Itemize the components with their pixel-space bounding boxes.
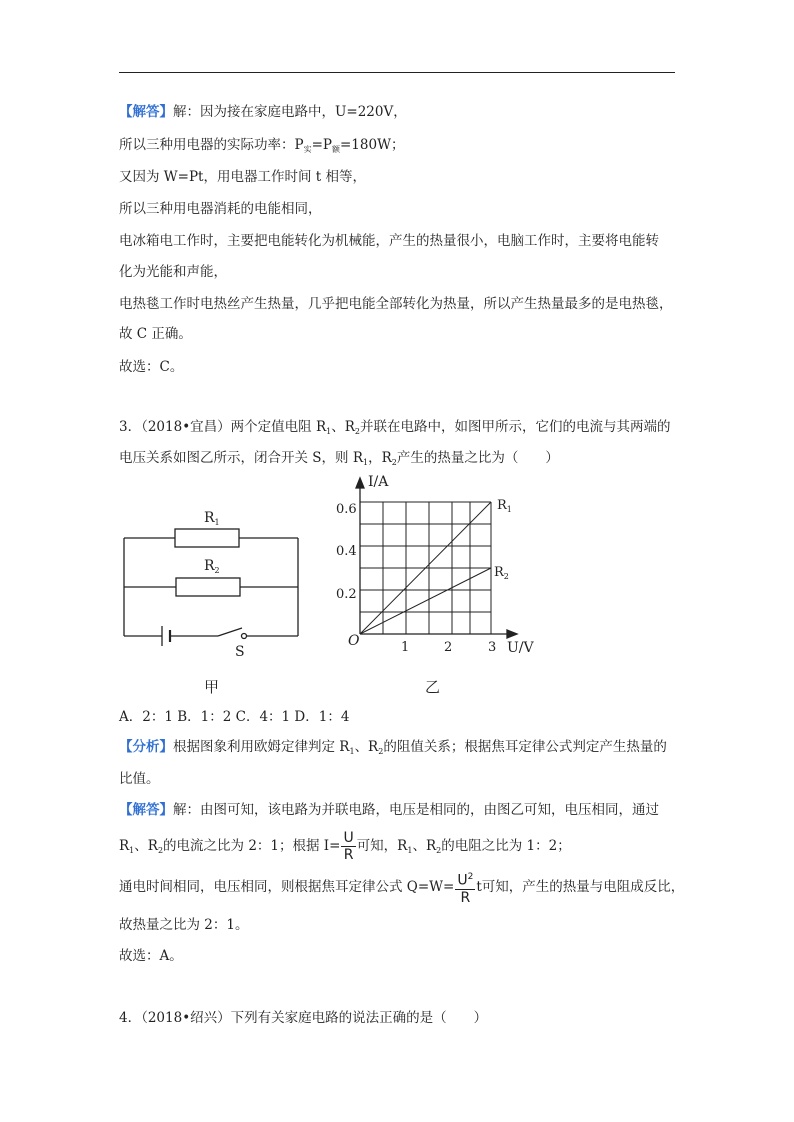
q3-answer-line4: 故热量之比为 2：1。 (119, 917, 249, 933)
graph-ytick-02: 0.2 (336, 587, 357, 602)
graph-caption: 乙 (425, 678, 441, 696)
q2-answer-line6: 化为光能和声能， (119, 264, 227, 280)
switch-contact (242, 634, 247, 639)
analysis-tag: 【分析】 (119, 739, 173, 755)
circuit-label-r1: $R_1$ (204, 510, 220, 527)
resistor-r1 (175, 529, 239, 547)
circuit-caption: 甲 (204, 678, 220, 696)
graph-ytick-04: 0.4 (336, 544, 357, 559)
q2-answer-line3: 又因为 W=Pt，用电器工作时间 t 相等， (119, 169, 366, 185)
q3-answer-line2: $R_1$、$R_2$的电流之比为 2：1；根据 I= $\frac{U}{R}$ 可知，$R_1$、$R_2$的电阻之比为 1：2； (119, 830, 571, 863)
answer-tag: 【解答】 (119, 802, 173, 818)
switch-lever (218, 628, 242, 636)
q4-stem: 4．（2018•绍兴）下列有关家庭电路的说法正确的是（ ） (119, 1010, 488, 1026)
graph-ylabel: I/A (368, 474, 389, 490)
ohm-fraction: $\frac{U}{R}$ (343, 830, 354, 863)
graph-xlabel: U/V (507, 640, 534, 656)
graph-ytick-06: 0.6 (336, 502, 357, 517)
q2-answer-line1: 【解答】解：因为接在家庭电路中，U=220V， (119, 104, 407, 120)
q2-answer-line4: 所以三种用电器消耗的电能相同， (119, 201, 322, 217)
header-rule (119, 72, 675, 73)
circuit-label-switch: S (235, 644, 245, 660)
q3-analysis-line2: 比值。 (119, 771, 160, 787)
graph-origin: O (348, 633, 360, 649)
q2-answer-line9: 故选：C。 (119, 359, 184, 375)
answer-tag: 【解答】 (119, 104, 173, 120)
q3-stem-line2: 电压关系如图乙所示，闭合开关 S，则 $R_1$，$R_2$产生的热量之比为（ ） (119, 450, 559, 467)
q2-answer-line7: 电热毯工作时电热丝产生热量，几乎把电能全部转化为热量，所以产生热量最多的是电热毯， (119, 296, 673, 312)
q3-answer-line3: 通电时间相同，电压相同，则根据焦耳定律公式 Q=W= $\frac{U^2}{R}$ t可知，产生的热量与电阻成反比， (119, 868, 684, 906)
q3-stem-line1: 3．（2018•宜昌）两个定值电阻 $R_1$、$R_2$并联在电路中，如图甲所示，它们的电流与其两端的 (119, 419, 671, 436)
q3-answer-line5: 故选：A。 (119, 948, 183, 964)
q3-answer-line1: 【解答】解：由图可知，该电路为并联电路，电压是相同的，由图乙可知，电压相同，通过 (119, 802, 659, 818)
joule-fraction: $\frac{U^2}{R}$ (455, 869, 475, 906)
circuit-label-r2: $R_2$ (204, 558, 220, 575)
graph-xtick-3: 3 (488, 640, 497, 655)
q3-options: A．2：1 B．1：2 C．4：1 D．1：4 (119, 709, 350, 725)
graph-label-r2: $R_2$ (494, 565, 509, 581)
graph-xtick-1: 1 (401, 640, 410, 655)
resistor-r2 (176, 578, 240, 596)
q2-answer-line8: 故 C 正确。 (119, 326, 192, 342)
graph-label-r1: $R_1$ (497, 498, 512, 514)
line-r2 (360, 568, 491, 634)
q2-answer-line5: 电冰箱电工作时，主要把电能转化为机械能，产生的热量很小，电脑工作时，主要将电能转 (119, 233, 659, 249)
graph-xtick-2: 2 (444, 640, 453, 655)
q2-answer-line2: 所以三种用电器的实际功率：$P_实=P_额=180W$； (119, 137, 405, 154)
q3-analysis-line1: 【分析】根据图象利用欧姆定律判定 $R_1$、$R_2$的阻值关系；根据焦耳定律公式判定产生热量的 (119, 739, 667, 756)
